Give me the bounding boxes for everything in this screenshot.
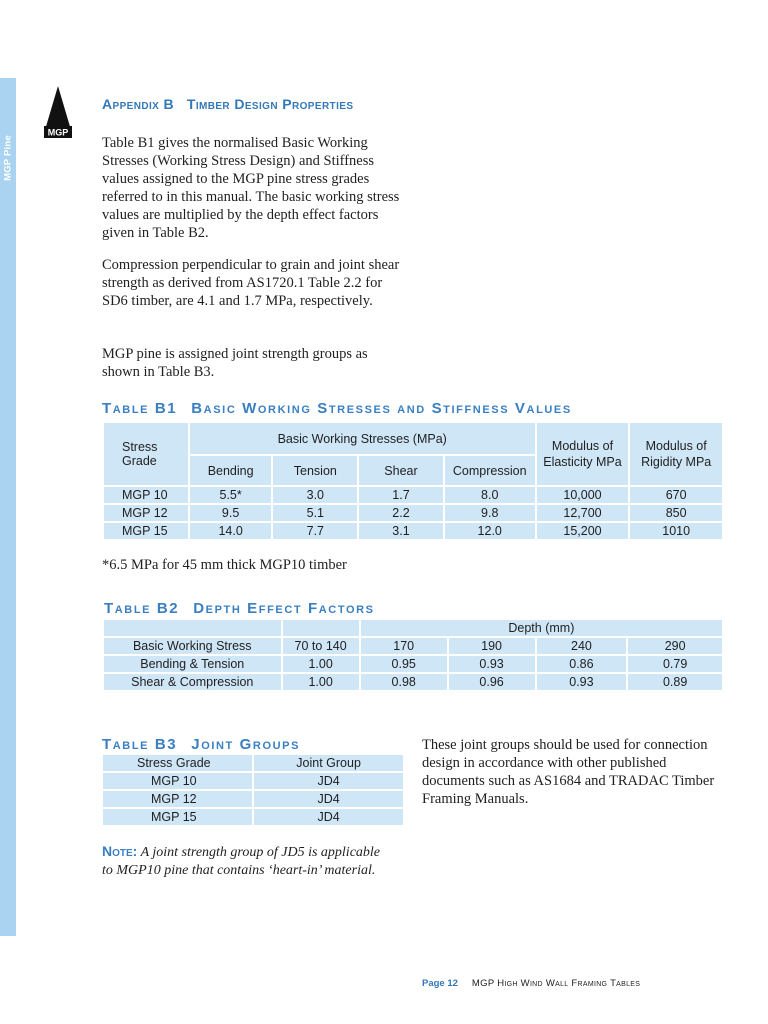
b1-compression: 8.0: [445, 487, 535, 503]
b1-mor: 1010: [630, 523, 722, 539]
table-row: [103, 809, 403, 825]
b2-value: 0.93: [449, 656, 535, 672]
paragraph-intro: Table B1 gives the normalised Basic Working Stresses (Working Stress Design) and Stiffness values assigned to the MGP pine stress grades referred to in this manual. The basic working stress values are multiplied by the depth effect factors given in Table B2.: [102, 135, 400, 241]
b3-header-grade: Stress Grade: [103, 755, 252, 771]
b2-value: 0.86: [537, 656, 627, 672]
table-b1-heading: Basic Working Stresses and Stiffness Values: [191, 400, 572, 417]
b1-shear: 3.1: [359, 523, 443, 539]
b3-grade: MGP 12: [103, 791, 252, 807]
b2-value: 0.98: [361, 674, 447, 690]
table-row: [104, 523, 722, 539]
b2-value: 1.00: [283, 674, 359, 690]
b2-row-label: Bending & Tension: [104, 656, 281, 672]
b1-grade: MGP 10: [104, 487, 188, 503]
mgp-logo: [44, 86, 72, 146]
table-b1-number: Table B1: [102, 400, 178, 417]
b2-value: 0.79: [628, 656, 722, 672]
b2-depth-label: Depth (mm): [361, 620, 722, 636]
b2-header-stress: Basic Working Stress: [104, 638, 281, 654]
b2-header-depth: 70 to 140: [283, 638, 359, 654]
table-b3: [101, 753, 405, 827]
b3-joint: JD4: [254, 791, 403, 807]
b1-shear: 1.7: [359, 487, 443, 503]
table-row: [103, 773, 403, 789]
table-row: [104, 656, 722, 672]
table-b2-heading: Depth Effect Factors: [193, 600, 375, 617]
b1-moe: 10,000: [537, 487, 629, 503]
paragraph-joint-groups: MGP pine is assigned joint strength groups as shown in Table B3.: [102, 346, 368, 380]
b1-col-compression: Compression: [445, 456, 535, 485]
paragraph-compression: Compression perpendicular to grain and joint shear strength as derived from AS1720.1 Table 2.2 for SD6 timber, are 4.1 and 1.7 MPa, respectively.: [102, 257, 400, 309]
table-b3-number: Table B3: [102, 736, 178, 753]
b1-tension: 7.7: [273, 523, 357, 539]
joint-groups-text: These joint groups should be used for connection design in accordance with other published documents such as AS1684 and TRADAC Timber Framing Manuals.: [422, 737, 715, 807]
note: [102, 842, 382, 880]
side-label-emphasis: MGP Pine: [2, 135, 14, 181]
b1-bending: 5.5*: [190, 487, 272, 503]
b2-value: 0.89: [628, 674, 722, 690]
b2-header-depth: 190: [449, 638, 535, 654]
table-b1-title: [102, 400, 572, 417]
table-row: [104, 487, 722, 503]
b2-header-depth: 170: [361, 638, 447, 654]
b3-header-joint: Joint Group: [254, 755, 403, 771]
b2-value: 0.96: [449, 674, 535, 690]
logo-text: MGP: [47, 127, 69, 138]
table-b3-title: [102, 736, 300, 753]
side-label: [0, 78, 111, 238]
b1-grade: MGP 15: [104, 523, 188, 539]
b1-compression: 12.0: [445, 523, 535, 539]
b3-grade: MGP 10: [103, 773, 252, 789]
b1-grade: MGP 12: [104, 505, 188, 521]
table-b2-title: [104, 600, 375, 617]
table-row: [103, 791, 403, 807]
b1-tension: 3.0: [273, 487, 357, 503]
note-text: A joint strength group of JD5 is applicable to MGP10 pine that contains ‘heart-in’ material.: [102, 845, 381, 878]
appendix-title: Appendix B Timber Design Properties: [102, 96, 354, 112]
b1-col-shear: Shear: [359, 456, 443, 485]
b1-header-bws: Basic Working Stresses (MPa): [190, 423, 535, 454]
note-label: Note:: [102, 843, 138, 859]
page-number: Page 12: [422, 978, 458, 989]
table-b3-heading: Joint Groups: [191, 736, 301, 753]
b3-joint: JD4: [254, 773, 403, 789]
b1-col-bending: Bending: [190, 456, 272, 485]
b3-joint: JD4: [254, 809, 403, 825]
footer-title: MGP High Wind Wall Framing Tables: [471, 978, 641, 989]
table-row: [104, 674, 722, 690]
b1-header-moe: Modulus of Elasticity MPa: [537, 423, 629, 485]
b1-shear: 2.2: [359, 505, 443, 521]
table-b2-number: Table B2: [104, 600, 180, 617]
table-b1-footnote: *6.5 MPa for 45 mm thick MGP10 timber: [102, 557, 347, 573]
b1-mor: 670: [630, 487, 722, 503]
b3-grade: MGP 15: [103, 809, 252, 825]
b2-value: 1.00: [283, 656, 359, 672]
b1-bending: 9.5: [190, 505, 272, 521]
b1-mor: 850: [630, 505, 722, 521]
b2-value: 0.95: [361, 656, 447, 672]
b2-value: 0.93: [537, 674, 627, 690]
b1-moe: 15,200: [537, 523, 629, 539]
table-b1: [102, 421, 724, 541]
b1-header-mor: Modulus of Rigidity MPa: [630, 423, 722, 485]
b1-bending: 14.0: [190, 523, 272, 539]
b1-compression: 9.8: [445, 505, 535, 521]
b1-moe: 12,700: [537, 505, 629, 521]
b1-header-stress-grade: Stress Grade: [104, 423, 188, 485]
table-b2: [102, 618, 724, 692]
side-label-prefix: Working with: [54, 152, 111, 164]
table-row: [104, 505, 722, 521]
page-footer: [422, 978, 640, 989]
b2-header-depth: 290: [628, 638, 722, 654]
b1-col-tension: Tension: [273, 456, 357, 485]
b1-tension: 5.1: [273, 505, 357, 521]
b2-row-label: Shear & Compression: [104, 674, 281, 690]
b2-header-depth: 240: [537, 638, 627, 654]
